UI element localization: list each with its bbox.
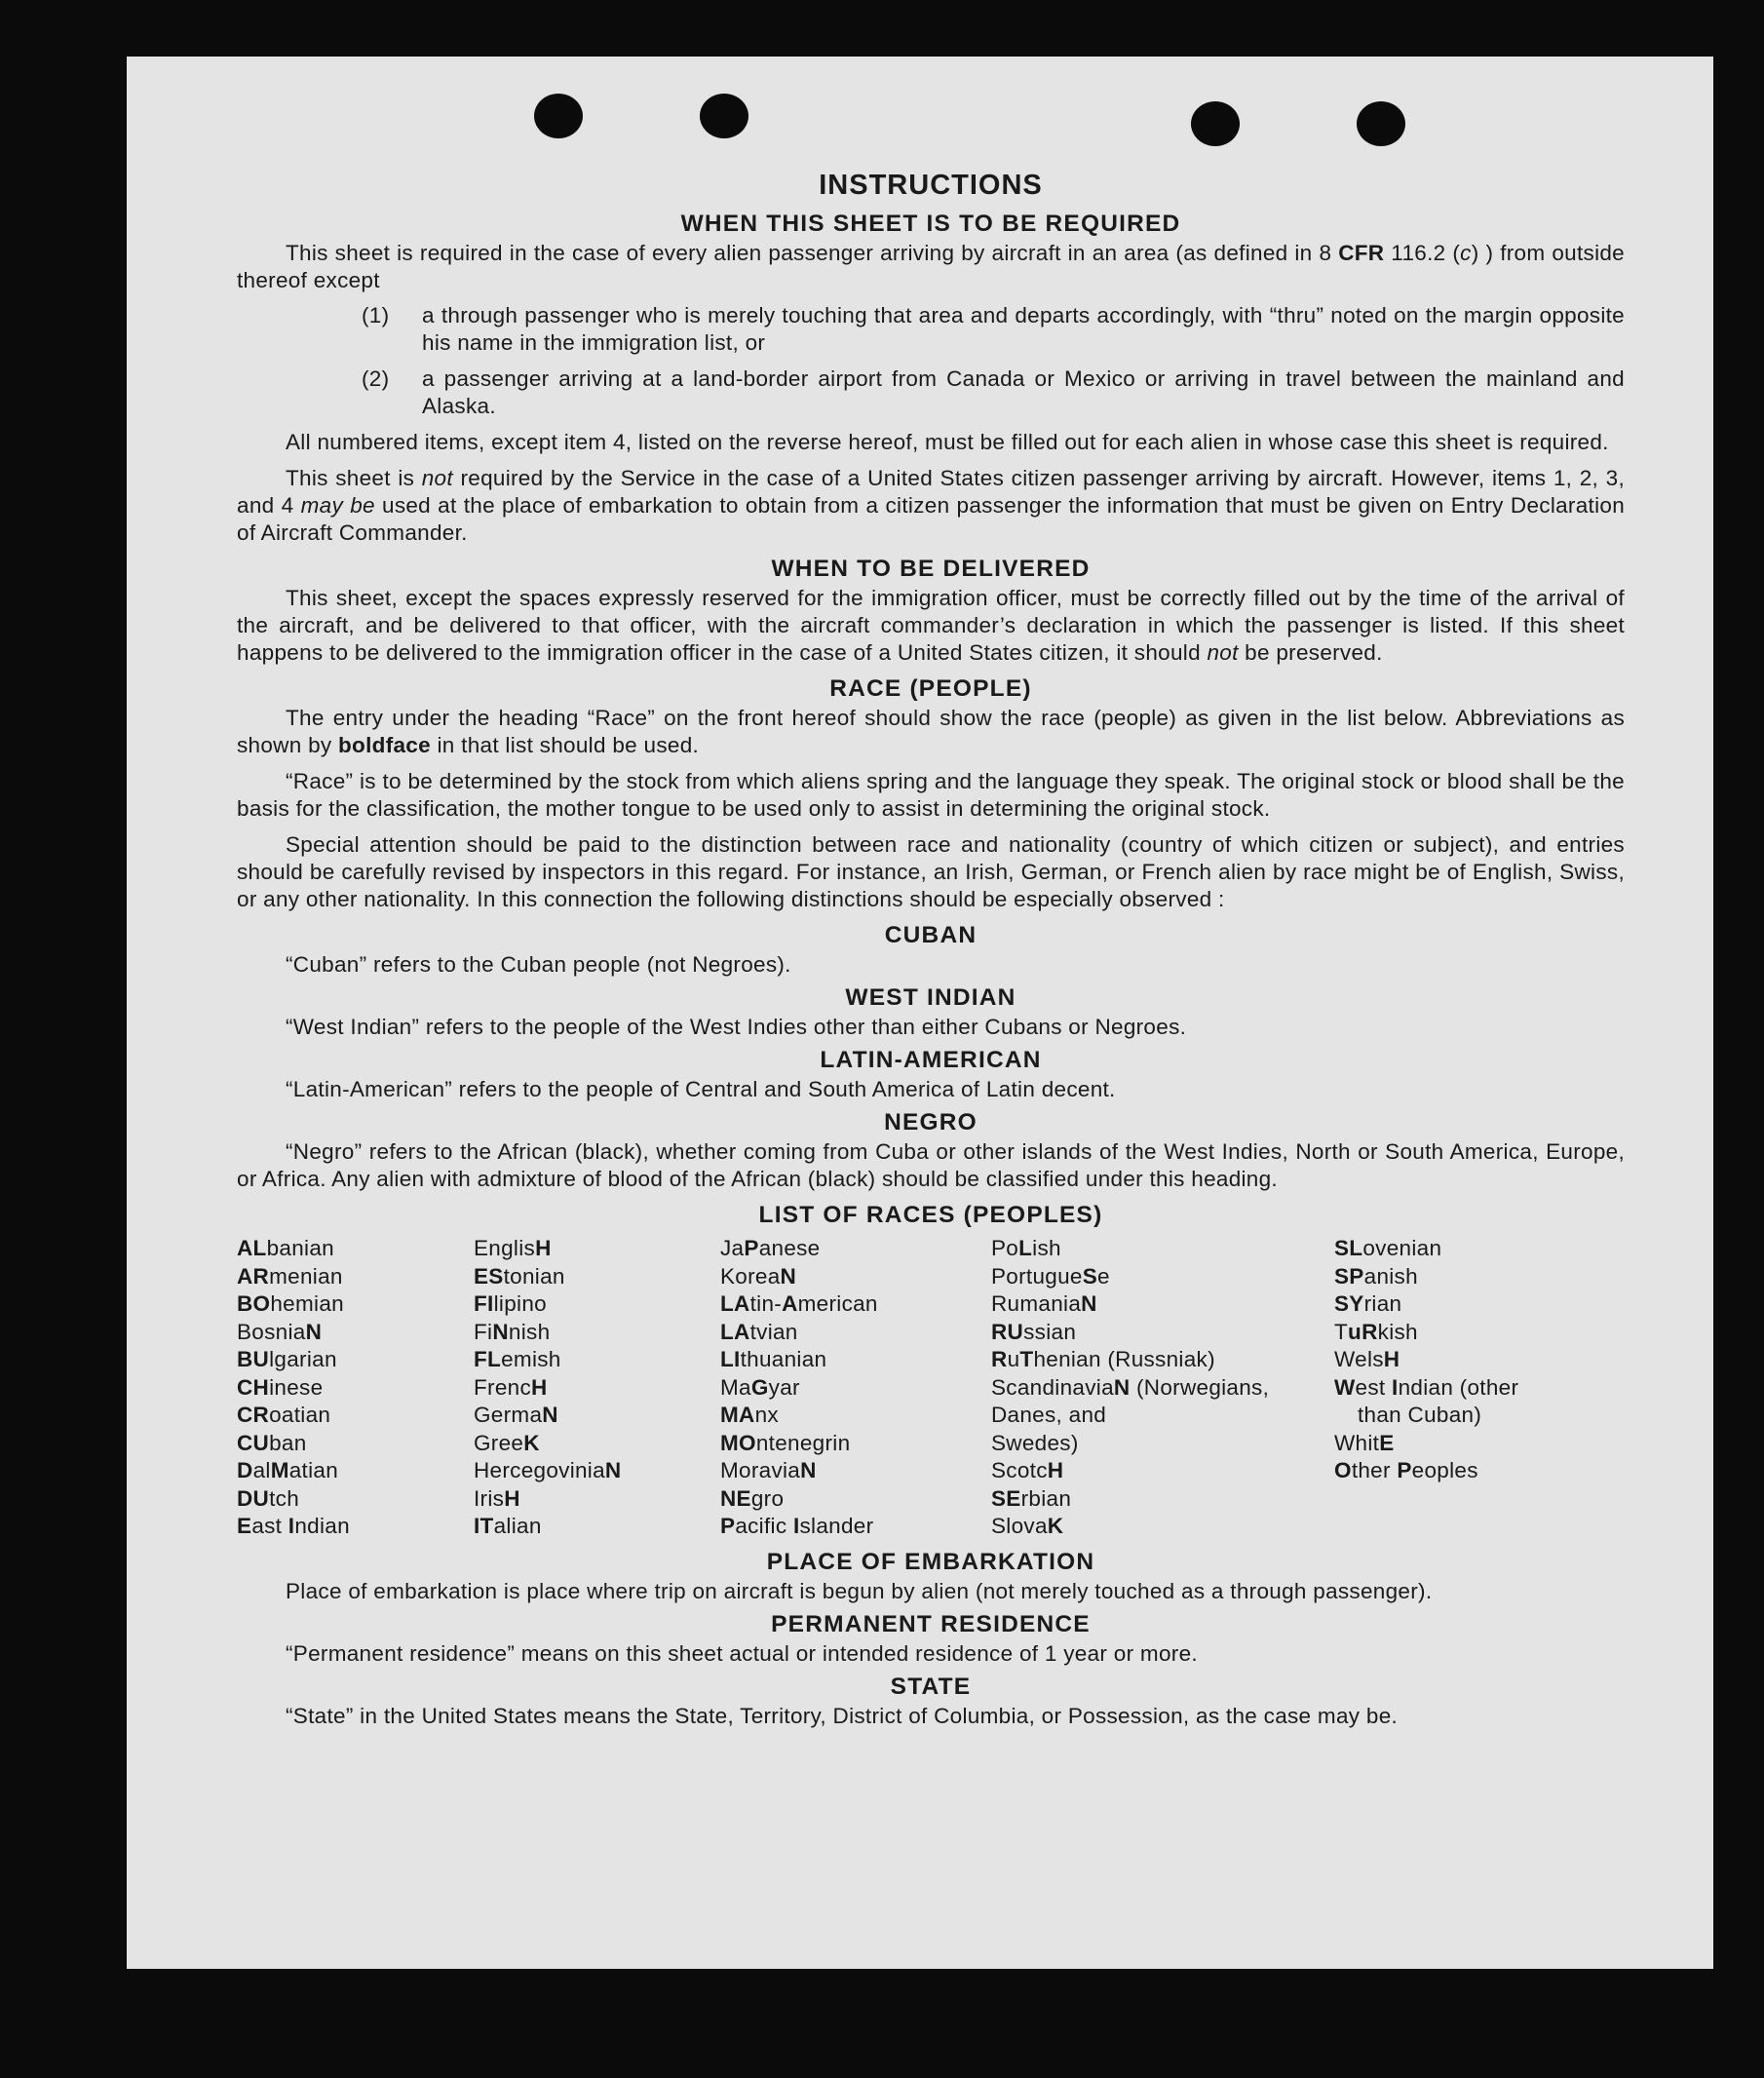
race-entry: RuThenian (Russniak) (991, 1347, 1215, 1371)
race-entry: SYrian (1334, 1291, 1402, 1316)
race-paragraph-2: “Race” is to be determined by the stock from which aliens spring and the language they speak. The original stock or blood shall be the basis for the classification, the mother tongue to be used only to assist in determining the original stock. (237, 769, 1625, 821)
race-entry: FLemish (474, 1347, 561, 1371)
race-entry: MoraviaN (720, 1458, 817, 1482)
heading-state: STATE (890, 1673, 972, 1700)
race-paragraph-1: The entry under the heading “Race” on the front hereof should show the race (people) as given in the list below. Abbreviations as shown by boldface in that list should be used. (237, 706, 1625, 757)
race-entry: LAtvian (720, 1319, 798, 1344)
race-entry: West Indian (other (1334, 1374, 1519, 1400)
heading-cuban: CUBAN (884, 922, 978, 948)
races-column (237, 1235, 474, 1541)
exception-item-1: (1) a through passenger who is merely touching that area and departs accordingly, with “thru” noted on the margin opposite his name in the immigration list, or (362, 303, 1625, 355)
delivery-paragraph: This sheet, except the spaces expressly reserved for the immigration officer, must be correctly filled out by the time of the arrival of the aircraft, and be delivered to that officer, with the aircraft commander’s declaration in which the passenger is listed. If this sheet happens to be delivered to the immigration officer in the case of a United States citizen, it should not be preserved. (237, 586, 1625, 665)
race-entry: SPanish (1334, 1263, 1418, 1289)
races-column (474, 1235, 720, 1541)
intro-paragraph: This sheet is required in the case of every alien passenger arriving by aircraft in an area (as defined in 8 CFR 116.2 (c) ) from outside thereof except (237, 241, 1625, 292)
punch-hole (700, 94, 748, 138)
negro-text: “Negro” refers to the African (black), whether coming from Cuba or other islands of the West Indies, North or South America, Europe, or Africa. Any alien with admixture of blood of the African (black) should be classified under this heading. (237, 1139, 1625, 1191)
races-list (237, 1235, 1625, 1541)
race-entry: Danes, and (991, 1403, 1107, 1427)
race-entry: SLovenian (1334, 1236, 1442, 1260)
west-indian-text: “West Indian” refers to the people of the West Indies other than either Cubans or Negroes. (286, 1015, 1187, 1039)
race-entry: PortugueSe (991, 1263, 1110, 1289)
race-entry: than Cuban) (1358, 1403, 1482, 1427)
race-entry: ARmenian (237, 1263, 343, 1289)
race-entry: EStonian (474, 1263, 565, 1289)
cuban-text: “Cuban” refers to the Cuban people (not Negroes). (286, 952, 791, 977)
heading-when-required: WHEN THIS SHEET IS TO BE REQUIRED (680, 211, 1181, 237)
race-entry: MOntenegrin (720, 1430, 851, 1455)
race-entry: RumaniaN (991, 1291, 1097, 1316)
citizen-paragraph: This sheet is not required by the Service in the case of a United States citizen passenger arriving by aircraft. However, items 1, 2, 3, and 4 may be used at the place of embarkation to obtain from a citizen passenger the information that must be given on Entry Declaration of Aircraft Commander. (237, 466, 1626, 545)
race-entry: DalMatian (237, 1458, 339, 1482)
race-entry: CHinese (237, 1374, 324, 1400)
race-entry: FiNnish (474, 1319, 551, 1344)
race-entry: LAtin-American (720, 1291, 878, 1316)
race-entry: FrencH (474, 1374, 548, 1400)
race-entry: SErbian (991, 1485, 1072, 1511)
race-entry: RUssian (991, 1319, 1077, 1344)
heading-permanent-residence: PERMANENT RESIDENCE (771, 1610, 1091, 1637)
race-entry: WelsH (1334, 1347, 1400, 1371)
heading-list-of-races: LIST OF RACES (PEOPLES) (758, 1202, 1103, 1228)
heading-place-of-embarkation: PLACE OF EMBARKATION (766, 1548, 1095, 1575)
heading-latin-american: LATIN-AMERICAN (820, 1047, 1042, 1073)
heading-west-indian: WEST INDIAN (845, 984, 1016, 1011)
race-entry: BUlgarian (237, 1347, 337, 1371)
race-entry: NEgro (720, 1485, 785, 1511)
race-entry: Pacific Islander (720, 1514, 874, 1538)
race-entry: CUban (237, 1430, 307, 1455)
race-entry: GermaN (474, 1403, 558, 1427)
heading-when-delivered: WHEN TO BE DELIVERED (771, 556, 1091, 582)
state-text: “State” in the United States means the State, Territory, District of Columbia, or Possession, as the case may be. (286, 1703, 1399, 1728)
permanent-residence-text: “Permanent residence” means on this sheet actual or intended residence of 1 year or more. (286, 1640, 1198, 1666)
race-entry: MaGyar (720, 1374, 800, 1400)
instruction-sheet (127, 57, 1713, 1969)
race-entry: MAnx (720, 1403, 779, 1427)
place-of-embarkation-text: Place of embarkation is place where trip on aircraft is begun by alien (not merely touched as a through passenger). (286, 1578, 1433, 1603)
race-entry: ALbanian (237, 1236, 334, 1260)
race-entry: PoLish (991, 1236, 1061, 1260)
race-entry: ScandinaviaN (Norwegians, (991, 1374, 1270, 1400)
race-entry: ScotcH (991, 1458, 1064, 1482)
exception-item-2: (2) a passenger arriving at a land-border airport from Canada or Mexico or arriving in travel between the mainland and Alaska. (362, 366, 1625, 418)
races-column (1334, 1235, 1625, 1541)
race-entry: Swedes) (991, 1430, 1079, 1455)
heading-negro: NEGRO (884, 1109, 978, 1135)
race-entry: WhitE (1334, 1430, 1395, 1455)
race-entry: HercegoviniaN (474, 1458, 622, 1482)
sheet-content (237, 172, 1625, 1736)
race-entry: BosniaN (237, 1319, 323, 1344)
race-entry: EnglisH (474, 1236, 552, 1260)
race-entry: DUtch (237, 1485, 300, 1511)
race-entry: IrisH (474, 1485, 520, 1511)
race-entry: JaPanese (720, 1236, 821, 1260)
race-entry: SlovaK (991, 1514, 1064, 1538)
race-entry: TuRkish (1334, 1319, 1418, 1344)
latin-american-text: “Latin-American” refers to the people of Central and South America of Latin decent. (286, 1077, 1116, 1101)
race-entry: LIthuanian (720, 1347, 827, 1371)
punch-hole (534, 94, 583, 138)
race-entry: East Indian (237, 1514, 350, 1538)
punch-hole (1191, 101, 1240, 146)
race-entry: CRoatian (237, 1403, 331, 1427)
races-column (991, 1235, 1334, 1541)
numbered-items-paragraph: All numbered items, except item 4, listed on the reverse hereof, must be filled out for each alien in whose case this sheet is required. (286, 430, 1609, 454)
race-entry: KoreaN (720, 1263, 797, 1289)
race-entry: Other Peoples (1334, 1458, 1478, 1482)
heading-race: RACE (PEOPLE) (829, 675, 1032, 702)
race-paragraph-3: Special attention should be paid to the distinction between race and nationality (country of which citizen or subject), and entries should be carefully revised by inspectors in this regard. For instance, an Irish, German, or French alien by race might be of English, Swiss, or any other nationality. In this connection the following distinctions should be especially observed : (237, 832, 1625, 911)
race-entry: GreeK (474, 1430, 540, 1455)
race-entry: BOhemian (237, 1291, 344, 1316)
punch-hole (1357, 101, 1405, 146)
race-entry: ITalian (474, 1514, 542, 1538)
races-column (720, 1235, 991, 1541)
race-entry: FIlipino (474, 1291, 547, 1316)
page-title: INSTRUCTIONS (819, 170, 1043, 201)
